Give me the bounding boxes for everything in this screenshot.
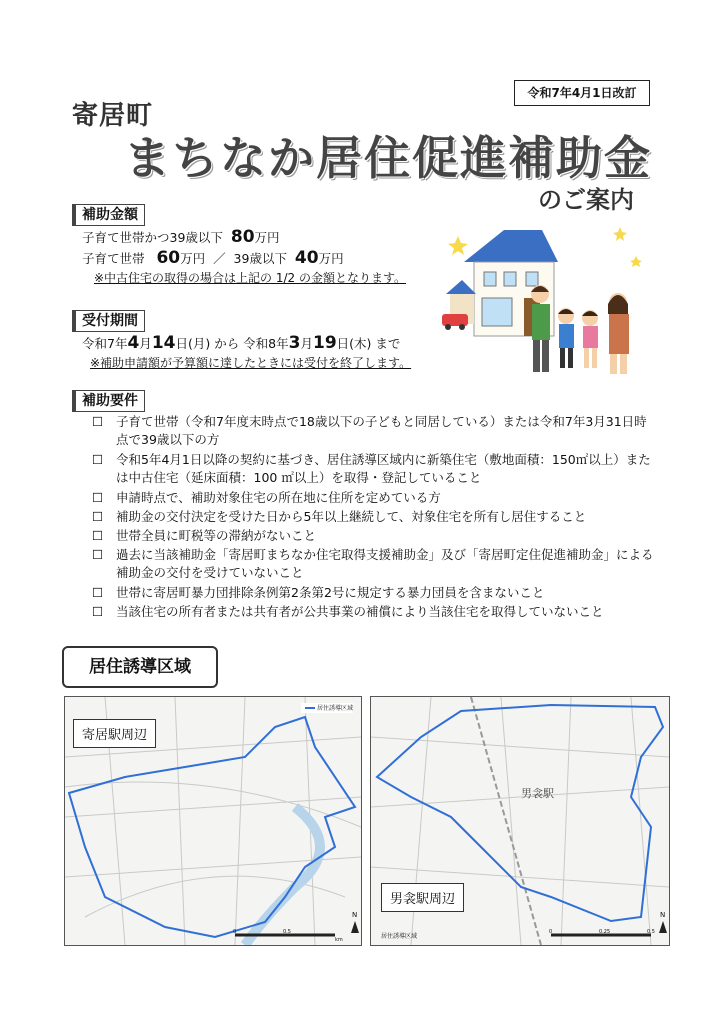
- amount-line-2: 子育て世帯 60万円 ／ 39歳以下 40万円: [82, 248, 344, 268]
- map-legend: 居住誘導区域: [381, 933, 418, 940]
- map-label: 寄居駅周辺: [73, 719, 156, 748]
- town-name: 寄居町: [72, 101, 154, 131]
- map-yorii-station: [64, 696, 362, 946]
- scale-mid: 0.5: [283, 929, 291, 935]
- requirement-item: ☐ 令和5年4月1日以降の契約に基づき、居住誘導区域内に新築住宅（敷地面積：150㎡以上）または中古住宅（延床面積：100 ㎡以上）を取得・登記していること: [92, 452, 651, 485]
- requirement-item: ☐ 子育て世帯（令和7年度末時点で18歳以下の子どもと同居している）または令和7年3月31日時点で39歳以下の方: [92, 414, 647, 447]
- scale-mid: 0.25: [599, 929, 611, 935]
- period-dates: 令和7年4月14日(月) から 令和8年3月19日(木) まで: [82, 333, 401, 353]
- scale-unit: km: [335, 937, 343, 943]
- requirement-item: ☐ 補助金の交付決定を受けた日から5年以上継続して、対象住宅を所有し居住すること: [92, 509, 587, 524]
- north-arrow-icon: N: [352, 911, 358, 919]
- requirement-item: ☐ 申請時点で、補助対象住宅の所在地に住所を定めている方: [92, 490, 441, 505]
- page-title: まちなか居住促進補助金: [124, 131, 652, 185]
- station-label: 男衾駅: [521, 787, 554, 800]
- requirements-list: [92, 413, 662, 623]
- section-heading-amount: 補助金額: [72, 204, 145, 226]
- house-family-illustration: [440, 222, 652, 387]
- period-note: ※補助申請額が予算額に達したときには受付を終了します。: [90, 356, 412, 370]
- amount-line-1: 子育て世帯かつ39歳以下 80万円: [82, 227, 280, 247]
- scale-start: 0: [233, 929, 237, 935]
- north-arrow-icon: N: [660, 911, 666, 919]
- requirement-item: ☐ 世帯全員に町税等の滞納がないこと: [92, 528, 317, 543]
- area-heading: 居住誘導区域: [62, 646, 218, 688]
- requirement-item: ☐ 過去に当該補助金「寄居町まちなか住宅取得支援補助金」及び「寄居町定住促進補助金」による補助金の交付を受けていないこと: [92, 547, 654, 580]
- requirement-item: ☐ 当該住宅の所有者または共有者が公共事業の補償により当該住宅を取得していないこと: [92, 604, 604, 619]
- scale-end: 0.5: [647, 929, 655, 935]
- map-label: 男衾駅周辺: [381, 883, 464, 912]
- map-obusuma-station: [370, 696, 670, 946]
- scale-start: 0: [549, 929, 553, 935]
- amount-note: ※中古住宅の取得の場合は上記の 1/2 の金額となります。: [94, 271, 407, 285]
- section-heading-requirements: 補助要件: [72, 390, 145, 412]
- requirement-item: ☐ 世帯に寄居町暴力団排除条例第2条第2号に規定する暴力団員を含まないこと: [92, 585, 545, 600]
- map-legend: 居住誘導区域: [317, 705, 354, 712]
- page-subtitle: のご案内: [538, 186, 634, 214]
- revision-date: 令和7年4月1日改訂: [514, 80, 650, 106]
- section-heading-period: 受付期間: [72, 310, 145, 332]
